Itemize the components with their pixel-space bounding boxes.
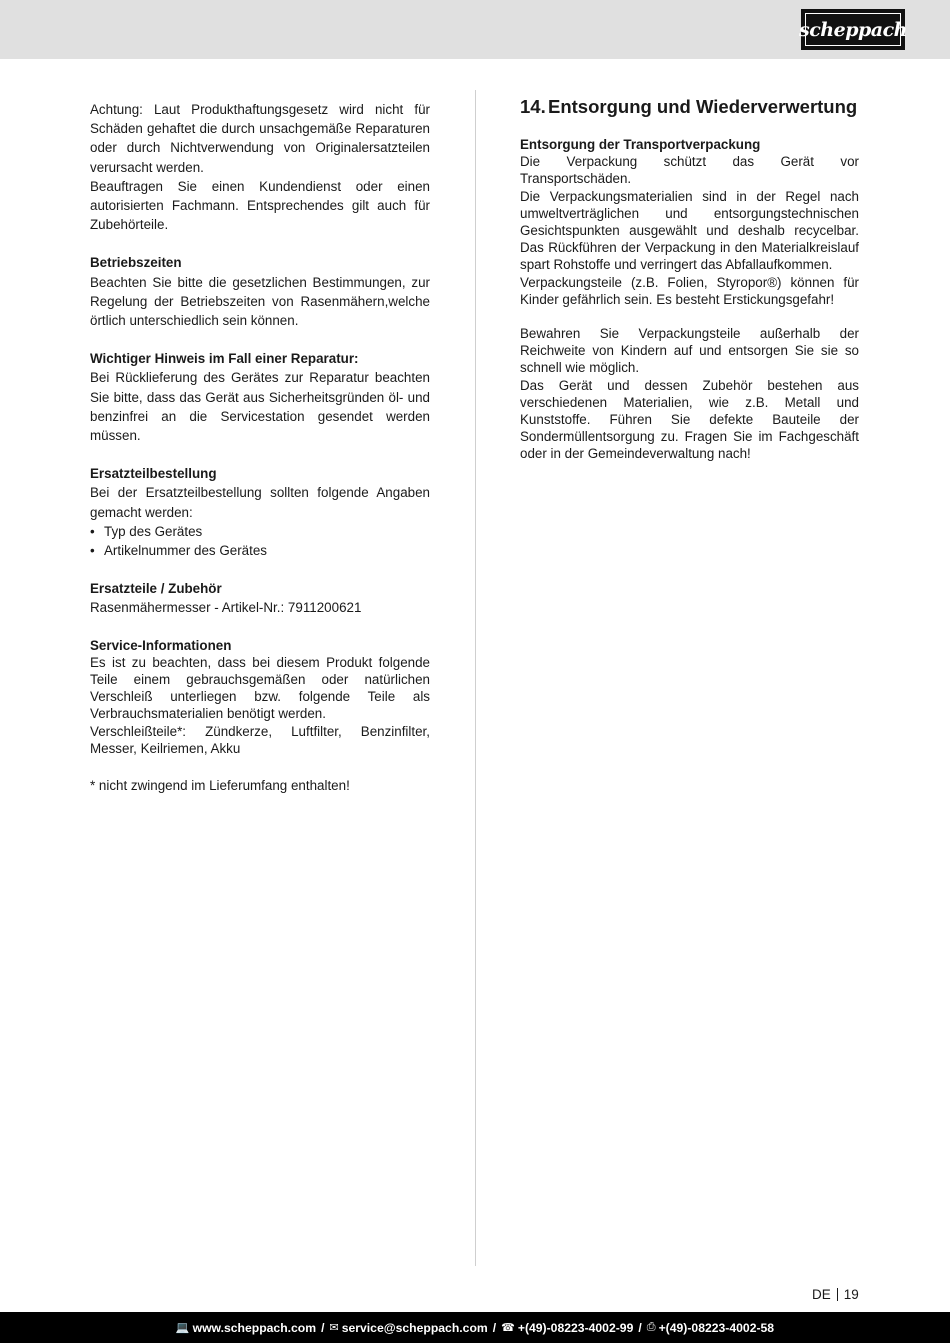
footnote-block (90, 776, 430, 795)
header-bar (0, 0, 950, 59)
phone-icon: ☎ (501, 1322, 515, 1334)
page-separator (837, 1288, 838, 1301)
footer-bar (0, 1312, 950, 1343)
repair-note-text: Bei Rücklieferung des Gerätes zur Reparatur beachten Sie bitte, dass das Gerät aus Sicherheitsgründen öl- und benzinfrei an die Servicestation gesendet werden müssen. (90, 370, 430, 444)
warning-text: Achtung: Laut Produkthaftungsgesetz wird nicht für Schäden gehaftet die durch unsachgemäße Reparaturen oder durch Nichtverwendung von Originalersatzteilen verursacht werden. (90, 102, 430, 175)
keep-text-2: Das Gerät und dessen Zubehör bestehen aus verschiedenen Materialien, wie z.B. Metall und Kunststoffe. Führen Sie defekte Bauteile der Sondermüllentsorgung zu. Fragen Sie im Fachgeschäft oder in der Gemeindeverwaltung nach! (520, 377, 859, 462)
section-title-text: Entsorgung und Wiederverwertung (548, 96, 858, 117)
page-language: DE (812, 1287, 831, 1302)
transport-text-2: Die Verpackungsmaterialien sind in der Regel nach umweltverträglichen und entsorgungstechnischen Gesichtspunkten ausgewählt und deshalb recycelbar. Das Rückführen der Verpackung in den Materialkreislauf spart Rohstoffe und verringert das Abfallaufkommen. (520, 188, 859, 273)
spare-order-block (90, 464, 430, 560)
bullet-icon: • (90, 543, 95, 559)
bullet-icon: • (90, 523, 95, 539)
bullet-text: Typ des Gerätes (104, 523, 203, 539)
service-info-text: Es ist zu beachten, dass bei diesem Produkt folgende Teile einem gebrauchsgemäßen oder natürlichen Verschleiß unterliegen bzw. folgende Teile als Verbrauchsmaterialien benötigt werden. (90, 654, 430, 722)
footer-separator: / (492, 1320, 497, 1335)
spare-parts-block (90, 579, 430, 617)
section-number: 14. (520, 96, 546, 117)
service-info-block (90, 637, 430, 757)
section-title (520, 97, 859, 117)
repair-note-block (90, 349, 430, 445)
spare-order-heading: Ersatzteilbestellung (90, 466, 217, 482)
service-info-heading: Service-Informationen (90, 637, 232, 653)
footer-fax: +(49)-08223-4002-58 (658, 1320, 775, 1335)
left-column (90, 100, 430, 814)
operating-times-heading: Betriebszeiten (90, 255, 182, 271)
warning-text-2: Beauftragen Sie einen Kundendienst oder einen autorisierten Fachmann. Entsprechendes gilt auch für Zubehörteile. (90, 178, 430, 233)
footnote: * nicht zwingend im Lieferumfang enthalten! (90, 778, 350, 794)
computer-icon: 💻 (175, 1322, 190, 1334)
operating-times-text: Beachten Sie bitte die gesetzlichen Bestimmungen, zur Regelung der Betriebszeiten von Rasenmähern,welche örtlich unterschiedlich sein können. (90, 274, 430, 329)
scheppach-logo (801, 9, 905, 50)
page-number-value: 19 (843, 1287, 859, 1302)
footer-email[interactable]: service@scheppach.com (341, 1320, 488, 1335)
page-number (812, 1287, 859, 1302)
transport-text-1: Die Verpackung schützt das Gerät vor Transportschäden. (520, 154, 859, 187)
footer-separator: / (638, 1320, 642, 1335)
column-divider (475, 90, 476, 1266)
transport-heading: Entsorgung der Transportverpackung (520, 137, 761, 152)
keep-block (520, 325, 859, 463)
footer-separator: / (321, 1320, 325, 1335)
bullet-text: Artikelnummer des Gerätes (104, 543, 267, 559)
spare-order-text: Bei der Ersatzteilbestellung sollten folgende Angaben gemacht werden: (90, 485, 430, 520)
footer-website[interactable]: www.scheppach.com (192, 1320, 317, 1335)
footer-phone: +(49)-08223-4002-99 (517, 1320, 634, 1335)
keep-text-1: Bewahren Sie Verpackungsteile außerhalb der Reichweite von Kindern auf und entsorgen Sie sie so schnell wie möglich. (520, 326, 859, 376)
right-column (520, 97, 859, 480)
repair-note-heading: Wichtiger Hinweis im Fall einer Reparatur: (90, 351, 359, 367)
wear-parts-text: Verschleißteile*: Zündkerze, Luftfilter, Benzinfilter, Messer, Keilriemen, Akku (90, 723, 430, 756)
email-icon: ✉ (329, 1322, 339, 1334)
warning-block (90, 100, 430, 234)
logo-text: scheppach (799, 18, 907, 41)
operating-times-block (90, 253, 430, 330)
list-item (90, 541, 430, 560)
transport-text-3: Verpackungsteile (z.B. Folien, Styropor®) können für Kinder gefährlich sein. Es besteht Erstickungsgefahr! (520, 274, 859, 307)
list-item (90, 522, 430, 541)
transport-block (520, 136, 859, 308)
fax-icon: ⎙ (646, 1321, 656, 1333)
spare-parts-heading: Ersatzteile / Zubehör (90, 581, 222, 597)
spare-parts-text: Rasenmähermesser - Artikel-Nr.: 7911200621 (90, 600, 362, 616)
